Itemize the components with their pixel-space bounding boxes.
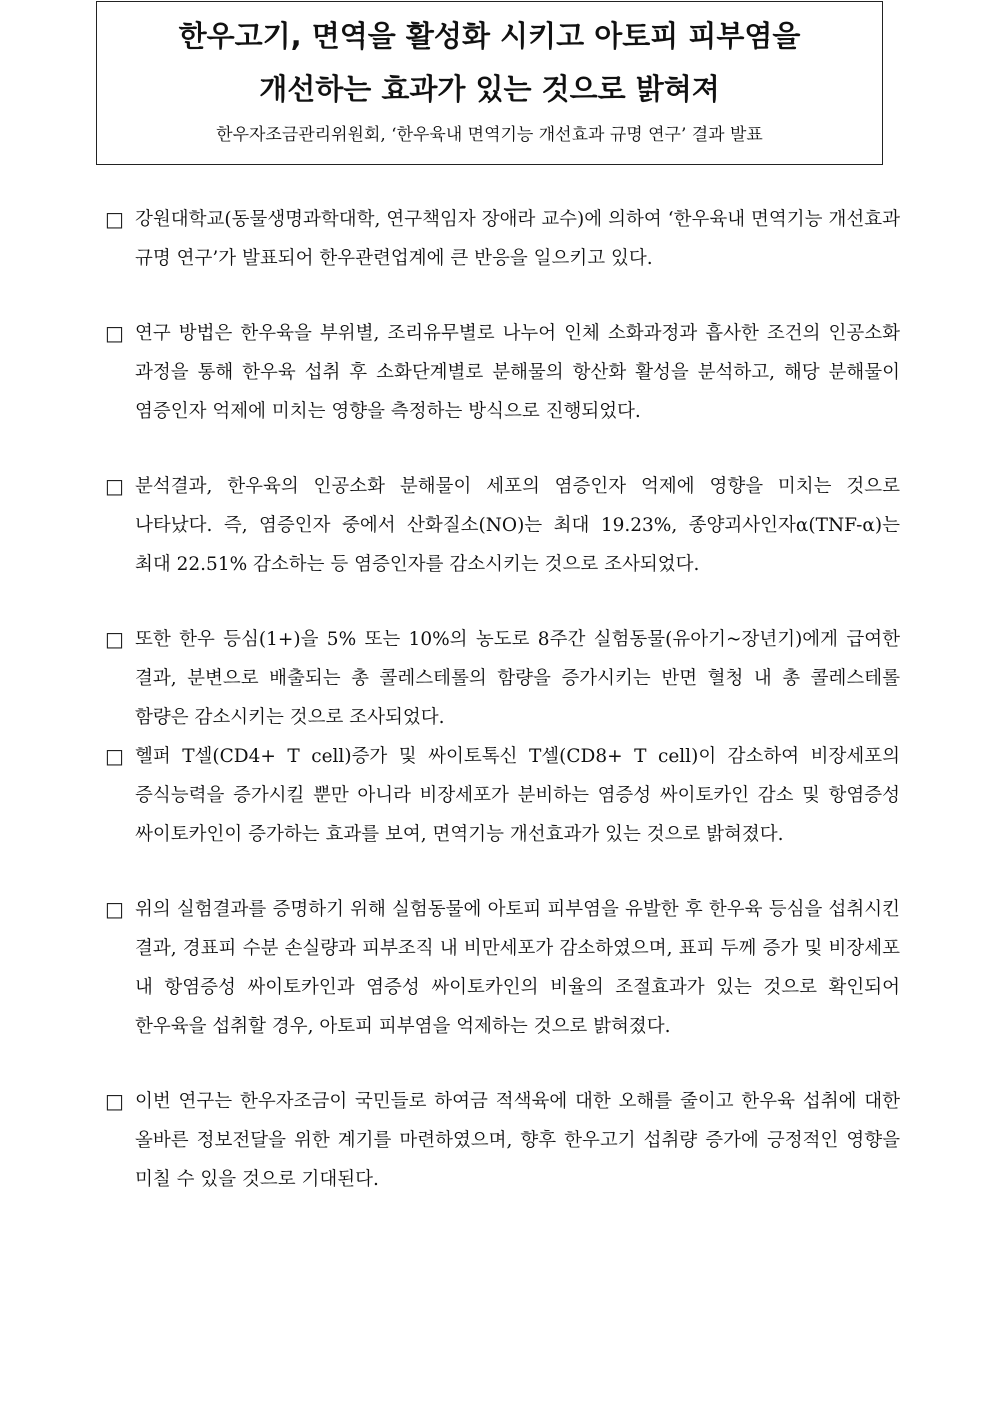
- square-bullet-icon: □: [105, 1089, 124, 1113]
- title-box: [96, 1, 883, 165]
- paragraph-text: 또한 한우 등심(1+)을 5% 또는 10%의 농도로 8주간 실험동물(유아기~장년기)에게 급여한 결과, 분변으로 배출되는 총 콜레스테롤의 함량을 증가시키는 반면 혈청 내 총 콜레스테롤 함량은 감소시키는 것으로 조사되었다.: [135, 629, 900, 728]
- paragraph-2: [105, 314, 900, 431]
- paragraph-7: [105, 1082, 900, 1199]
- square-bullet-icon: □: [105, 897, 124, 921]
- paragraph-text: 연구 방법은 한우육을 부위별, 조리유무별로 나누어 인체 소화과정과 흡사한 조건의 인공소화 과정을 통해 한우육 섭취 후 소화단계별로 분해물의 항산화 활성을 분석하고, 해당 분해물이 염증인자 억제에 미치는 영향을 측정하는 방식으로 진행되었다.: [135, 323, 900, 422]
- paragraph-text: 분석결과, 한우육의 인공소화 분해물이 세포의 염증인자 억제에 영향을 미치는 것으로 나타났다. 즉, 염증인자 중에서 산화질소(NO)는 최대 19.23%, 종양괴사인자α(TNF-α)는 최대 22.51% 감소하는 등 염증인자를 감소시키는 것으로 조사되었다.: [135, 476, 900, 575]
- paragraph-text: 이번 연구는 한우자조금이 국민들로 하여금 적색육에 대한 오해를 줄이고 한우육 섭취에 대한 올바른 정보전달을 위한 계기를 마련하였으며, 향후 한우고기 섭취량 증가에 긍정적인 영향을 미칠 수 있을 것으로 기대된다.: [135, 1091, 900, 1190]
- square-bullet-icon: □: [105, 744, 124, 768]
- paragraph-5: [105, 737, 900, 854]
- subheadline: 한우자조금관리위원회, ‘한우육내 면역기능 개선효과 규명 연구’ 결과 발표: [216, 125, 763, 145]
- article-body: [105, 200, 900, 1199]
- paragraph-text: 위의 실험결과를 증명하기 위해 실험동물에 아토피 피부염을 유발한 후 한우육 등심을 섭취시킨 결과, 경표피 수분 손실량과 피부조직 내 비만세포가 감소하였으며, 표피 두께 증가 및 비장세포 내 항염증성 싸이토카인과 염증성 싸이토카인의 비율의 조절효과가 있는 것으로 확인되어 한우육을 섭취할 경우, 아토피 피부염을 억제하는 것으로 밝혀졌다.: [135, 899, 900, 1037]
- paragraph-text: 헬퍼 T셀(CD4+ T cell)증가 및 싸이토톡신 T셀(CD8+ T cell)이 감소하여 비장세포의 증식능력을 증가시킬 뿐만 아니라 비장세포가 분비하는 염증성 싸이토카인 감소 및 항염증성 싸이토카인이 증가하는 효과를 보여, 면역기능 개선효과가 있는 것으로 밝혀졌다.: [135, 746, 900, 845]
- headline-line-1: 한우고기, 면역을 활성화 시키고 아토피 피부염을: [178, 19, 801, 53]
- paragraph-1: [105, 200, 900, 278]
- paragraph-6: [105, 890, 900, 1046]
- headline-line-2: 개선하는 효과가 있는 것으로 밝혀져: [259, 72, 720, 106]
- square-bullet-icon: □: [105, 627, 124, 651]
- paragraph-text: 강원대학교(동물생명과학대학, 연구책임자 장애라 교수)에 의하여 ‘한우육내 면역기능 개선효과 규명 연구’가 발표되어 한우관련업계에 큰 반응을 일으키고 있다.: [135, 209, 900, 269]
- square-bullet-icon: □: [105, 207, 124, 231]
- paragraph-4: [105, 620, 900, 737]
- square-bullet-icon: □: [105, 474, 124, 498]
- square-bullet-icon: □: [105, 321, 124, 345]
- paragraph-3: [105, 467, 900, 584]
